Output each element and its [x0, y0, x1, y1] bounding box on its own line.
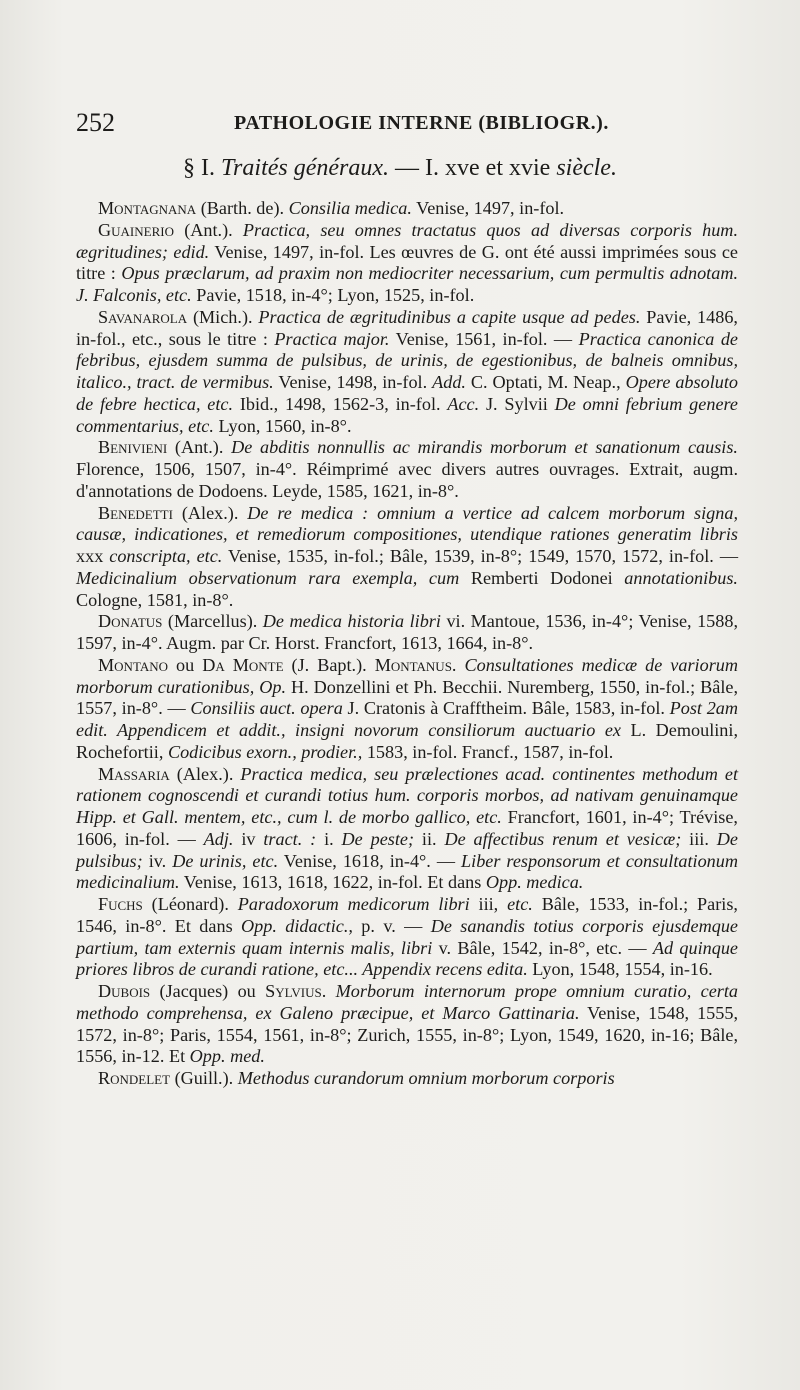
bibliography-entry: [76, 198, 738, 220]
entry-text: (Barth. de).: [196, 198, 289, 218]
section-heading: [0, 155, 800, 182]
entry-title-italic: annotationibus.: [624, 567, 738, 588]
entry-text: Remberti Dodonei: [459, 567, 625, 588]
entry-text: v. Bâle, 1542, in-8°, etc. —: [432, 937, 653, 958]
bibliography-entry: [76, 981, 738, 1068]
bibliography-entry: [76, 894, 738, 981]
entry-text: Venise, 1618, in-4°. —: [278, 850, 462, 871]
section-mark: § I.: [183, 155, 216, 181]
entry-text: Bâle, 1533, in-fol.; Paris, 1546, in-8°. Et dans: [76, 894, 738, 936]
entry-title-italic: De omni febrium genere commentarius, etc.: [76, 393, 738, 436]
entry-title-italic: Practica medica, seu prælectiones acad. continentes methodum et rationem cognoscendi et curandi totius hum. corporis morbos, ad nativam genuinamque Hipp. et Gall. mentem, etc., cum l. de morbo gallico, etc.: [76, 763, 738, 827]
entry-title-italic: De affectibus renum et vesicæ;: [444, 828, 682, 849]
entry-text: Ibid., 1498, 1562-3, in-fol.: [233, 393, 448, 414]
bibliography-entry: [76, 764, 738, 895]
entry-name: Da Monte: [202, 654, 284, 675]
entry-title-italic: Paradoxorum medicorum libri: [237, 894, 470, 914]
entry-author: Donatus: [98, 611, 163, 632]
entry-text: Cologne, 1581, in-8°.: [76, 589, 234, 610]
entry-title-italic: Opp. med.: [189, 1046, 265, 1067]
entry-title-italic: De pulsibus;: [76, 828, 738, 871]
entry-title-italic: tract. :: [263, 828, 317, 849]
section-title: Traités généraux.: [221, 155, 390, 181]
entry-title-italic: De peste;: [341, 828, 415, 849]
section-siecle: siècle.: [556, 155, 617, 181]
entry-text: iii,: [469, 894, 508, 914]
entry-title-italic: Consultationes medicæ de variorum morborum curationibus, Op.: [76, 654, 739, 697]
entry-text: iv: [233, 828, 264, 849]
entry-text: Venise, 1561, in-fol. —: [389, 328, 579, 349]
entry-text: (Alex.).: [169, 763, 241, 784]
entry-text: (J. Bapt.).: [283, 654, 375, 675]
entry-title-italic: Practica de ægritudinibus a capite usque ad pedes.: [258, 306, 641, 327]
entry-text: 1583, in-fol. Francf., 1587, in-fol.: [362, 741, 614, 762]
entry-author: Guainerio: [98, 219, 174, 240]
entry-title-italic: Liber responsorum et consultationum medicinalium.: [76, 850, 739, 893]
entry-author: Savanarola: [98, 306, 188, 327]
entry-author: Fuchs: [98, 894, 143, 914]
entry-text: Venise, 1613, 1618, 1622, in-fol. Et dans: [179, 872, 486, 893]
entry-author: Dubois: [98, 981, 151, 1001]
entry-text: (Jacques) ou: [150, 981, 266, 1001]
bibliography-entry: [76, 1068, 738, 1090]
page-number: 252: [76, 108, 115, 137]
entry-text: Venise, 1548, 1555, 1572, in-8°; Paris, 1554, 1561, in-8°; Zurich, 1555, in-8°; Lyon, 1549, 1620, in-16; Bâle, 1556, in-12. Et: [76, 1002, 738, 1067]
entry-author: Montagnana: [98, 198, 197, 218]
entry-name: Sylvius.: [265, 981, 327, 1001]
entry-title-italic: Methodus curandorum omnium morborum corporis: [237, 1068, 615, 1088]
page-header: [76, 108, 738, 138]
entry-text: Florence, 1506, 1507, in-4°. Réimprimé avec divers autres ouvrages. Extrait, augm. d'annotations de Dodoens. Leyde, 1585, 1621, in-8°.: [76, 459, 738, 501]
bibliography-entry: [76, 437, 738, 502]
entry-text: Venise, 1535, in-fol.; Bâle, 1539, in-8°; 1549, 1570, 1572, in-fol. —: [222, 546, 739, 566]
entry-text: L. Demoulini, Rochefortii,: [76, 720, 738, 762]
entry-text: Venise, 1497, in-fol.: [411, 198, 565, 218]
entry-text: iv.: [142, 850, 173, 871]
entry-text: Venise, 1497, in-fol. Les œuvres de G. ont été aussi imprimées sous ce titre :: [76, 241, 738, 284]
entry-title-italic: De urinis, etc.: [172, 850, 279, 871]
bibliography-entry: [76, 655, 738, 764]
bibliography-entry: [76, 611, 738, 655]
entry-text: xxx: [76, 546, 110, 566]
entry-title-italic: Consilia medica.: [288, 198, 412, 218]
entry-text: (Guill.).: [170, 1068, 238, 1088]
entry-text: ou: [168, 654, 203, 675]
entry-title-italic: Opp. didactic.,: [241, 915, 353, 936]
section-subtitle-number: I.: [425, 155, 440, 181]
entry-title-italic: Add.: [432, 372, 466, 392]
running-head: PATHOLOGIE INTERNE (BIBLIOGR.).: [234, 112, 609, 134]
entry-text: (Léonard).: [142, 894, 238, 914]
bibliography-entry: [76, 503, 738, 612]
entry-author: Benedetti: [98, 502, 173, 523]
entry-title-italic: De medica historia libri: [262, 611, 441, 632]
entry-author: Massaria: [98, 763, 170, 784]
entry-title-italic: Opp. medica.: [485, 872, 584, 893]
entry-text: Venise, 1498, in-fol.: [273, 372, 433, 392]
entry-text: J. Sylvii: [479, 393, 555, 414]
entry-title-italic: Practica major.: [274, 328, 390, 349]
entry-title-italic: Acc.: [447, 393, 480, 414]
entry-text: i.: [316, 828, 342, 849]
entry-title-italic: Practica, seu omnes tractatus quos ad diversas corporis hum. ægritudines; edid.: [76, 219, 738, 262]
entry-text: Pavie, 1486, in-fol., etc., sous le titre :: [76, 306, 738, 349]
entry-title-italic: Adj.: [203, 828, 234, 849]
entry-text: Pavie, 1518, in-4°; Lyon, 1525, in-fol.: [191, 285, 475, 305]
entry-title-italic: Ad quinque priores libros de curandi ratione, etc... Appendix recens edita.: [76, 937, 738, 980]
entry-author: Rondelet: [98, 1068, 171, 1088]
section-centuries: xve et xvie: [445, 155, 551, 181]
entry-text: H. Donzellini et Ph. Becchii. Nuremberg, 1550, in-fol.; Bâle, 1557, in-8°. —: [76, 676, 738, 719]
entry-text: Lyon, 1560, in-8°.: [213, 415, 352, 436]
entry-text: J. Cratonis à Crafftheim. Bâle, 1583, in-fol.: [342, 698, 670, 719]
entry-title-italic: conscripta, etc.: [109, 546, 223, 566]
entry-text: (Mich.).: [187, 306, 259, 327]
entry-text: C. Optati, M. Neap.,: [465, 372, 626, 392]
entry-author: Montano: [98, 654, 169, 675]
entry-text: (Ant.).: [173, 219, 243, 240]
bibliography-entry: [76, 220, 738, 307]
entry-text: iii.: [681, 828, 717, 849]
entry-author: Benivieni: [98, 437, 168, 458]
section-dash: —: [395, 155, 420, 181]
entry-text: p. v. —: [352, 915, 431, 936]
entry-text: vi. Mantoue, 1536, in-4°; Venise, 1588, 1597, in-4°. Augm. par Cr. Horst. Francfort, 1613, 1664, in-8°.: [76, 611, 738, 653]
entry-title-italic: Morborum internorum prope omnium curatio, certa methodo comprehensa, ex Galeno præcipue, et Marco Gattinaria.: [76, 981, 738, 1023]
entry-text: Francfort, 1601, in-4°; Trévise, 1606, in-fol. —: [76, 807, 738, 849]
entry-title-italic: Medicinalium observationum rara exempla, cum: [76, 567, 460, 588]
entry-text: ii.: [414, 828, 445, 849]
entry-text: (Alex.).: [172, 502, 248, 523]
entry-title-italic: Codicibus exorn., prodier.,: [167, 741, 363, 762]
entry-title-italic: Opere absoluto de febre hectica, etc.: [76, 372, 738, 414]
entry-title-italic: etc.: [507, 894, 533, 914]
entry-text: Lyon, 1548, 1554, in-16.: [527, 959, 713, 980]
entry-title-italic: De re medica : omnium a vertice ad calcem morborum signa, causæ, indicationes, et remediorum compositiones, utendique rationes generatim libris: [76, 502, 739, 545]
entry-name: Montanus.: [374, 654, 457, 675]
entry-title-italic: De sanandis totius corporis ejusdemque partium, tam externis quam internis malis, libri: [76, 915, 738, 958]
bibliography-list: [76, 198, 738, 1090]
entry-title-italic: Post 2am edit. Appendicem et addit., insigni novorum consiliorum auctuario ex: [76, 698, 739, 740]
bibliography-entry: [76, 307, 738, 438]
entry-title-italic: Opus præclarum, ad praxim non mediocriter necessarium, cum permultis adnotam. J. Falconis, etc.: [76, 263, 739, 305]
entry-title-italic: De abditis nonnullis ac mirandis morborum et sanationum causis.: [231, 437, 738, 458]
entry-title-italic: Practica canonica de febribus, ejusdem summa de pulsibus, de urinis, de egestionibus, de balneis omnibus, italico., tract. de vermibus.: [76, 328, 738, 392]
entry-text: (Ant.).: [167, 437, 232, 458]
entry-text: (Marcellus).: [162, 611, 263, 632]
entry-title-italic: Consiliis auct. opera: [190, 698, 343, 719]
entry-text: [326, 981, 335, 1001]
